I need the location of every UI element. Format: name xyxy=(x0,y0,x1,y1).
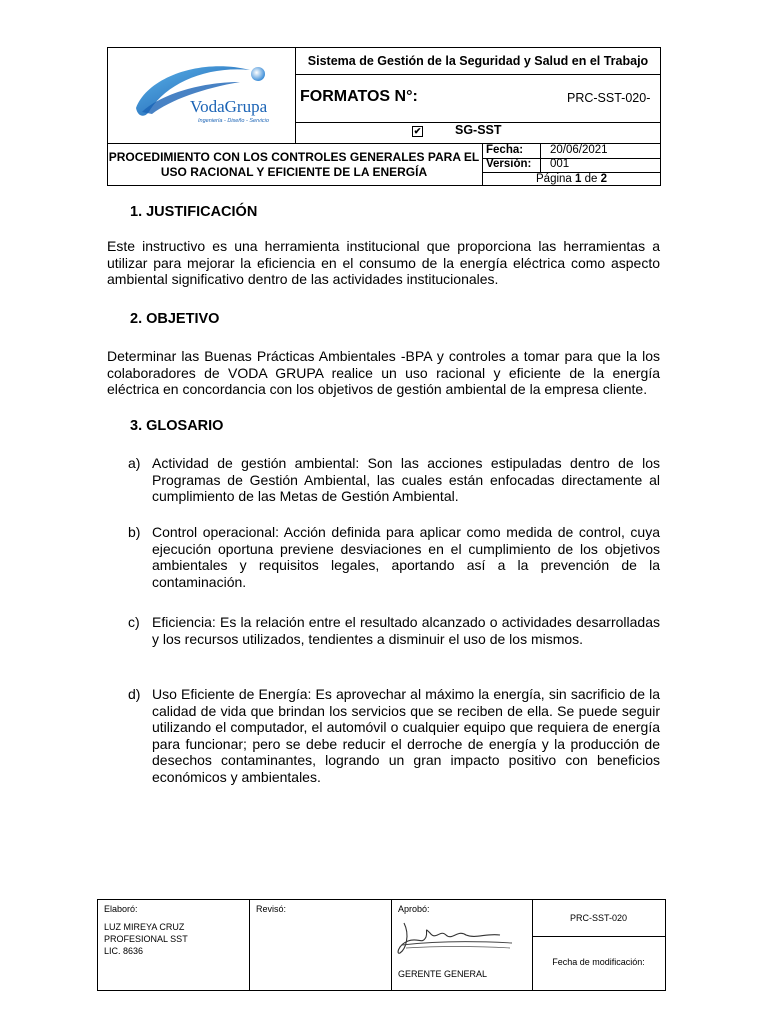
glossary-item-c: Eficiencia: Es la relación entre el resultado alcanzado o actividades desarrolladas y los recursos utilizados, tendientes a disminuir el uso de los mismos. xyxy=(152,614,660,647)
fecha-value: 20/06/2021 xyxy=(550,144,608,156)
section-3-title: 3. GLOSARIO xyxy=(130,418,224,434)
section-2-title: 2. OBJETIVO xyxy=(130,311,220,327)
glossary-item-d: Uso Eficiente de Energía: Es aprovechar al máximo la energía, sin sacrificio de la calidad de vida que brindan los servicios que se reciben de ella. Se puede seguir utilizando el computador, el automóvil o cualquier equipo que requiera de energía para funcionar; pero se debe reducir el derroche de energía y la producción de desechos contaminantes, logrando un gran impacto positivo con beneficios económicos y ambientales. xyxy=(152,686,660,785)
logo-tagline: Ingeniería - Diseño - Servicio xyxy=(198,118,269,124)
sgsst-checkbox[interactable]: ✔ xyxy=(413,126,422,136)
system-title: Sistema de Gestión de la Seguridad y Salud en el Trabajo xyxy=(307,54,649,68)
version-label: Versión: xyxy=(486,158,532,170)
aprobo-role: GERENTE GENERAL xyxy=(398,969,488,979)
glossary-label-b: b) xyxy=(128,524,141,540)
logo-brand-text: VodaGrupa xyxy=(190,97,268,116)
elaboro-label: Elaboró: xyxy=(104,904,138,914)
procedure-title: PROCEDIMIENTO CON LOS CONTROLES GENERALES PARA EL USO RACIONAL Y EFICIENTE DE LA ENERGÍA xyxy=(108,150,480,179)
fecha-label: Fecha: xyxy=(486,144,524,156)
aprobo-label: Aprobó: xyxy=(398,904,430,914)
document-code: PRC-SST-020- xyxy=(567,91,651,105)
footer-document-code: PRC-SST-020 xyxy=(569,913,628,923)
glossary-item-a: Actividad de gestión ambiental: Son las acciones estipuladas dentro de los Programas de Gestión Ambiental, las cuales están enfocadas directamente al cumplimiento de las Metas de Gestión Ambiental. xyxy=(152,455,660,504)
signature-image xyxy=(396,915,516,959)
company-logo xyxy=(108,48,294,142)
glossary-label-c: c) xyxy=(128,614,140,630)
formatos-label: FORMATOS N°: xyxy=(300,88,418,105)
page-indicator: Página 1 de 2 xyxy=(536,173,608,185)
elaboro-license: LIC. 8636 xyxy=(104,946,144,956)
reviso-label: Revisó: xyxy=(256,904,287,914)
elaboro-role: PROFESIONAL SST xyxy=(104,934,188,944)
glossary-label-d: d) xyxy=(128,686,141,702)
section-2-text: Determinar las Buenas Prácticas Ambientales -BPA y controles a tomar para que la los colaboradores de VODA GRUPA realice un uso racional y eficiente de la energía eléctrica en concordancia con los objetivos de gestión ambiental de la empresa cliente. xyxy=(107,348,660,397)
section-1-text: Este instructivo es una herramienta institucional que proporciona las herramientas a utilizar para mejorar la eficiencia en el consumo de la energía eléctrica como aspecto ambiental significativo dentro de las actividades institucionales. xyxy=(107,238,660,287)
section-1-title: 1. JUSTIFICACIÓN xyxy=(130,204,258,220)
sgsst-label: SG-SST xyxy=(455,123,502,137)
glossary-item-b: Control operacional: Acción definida para aplicar como medida de control, cuya ejecución oportuna previene desviaciones en el cumplimiento de los objetivos ambientales y requisitos legales, aportando así a la prevención de la contaminación. xyxy=(152,524,660,590)
version-value: 001 xyxy=(550,158,570,170)
elaboro-name: LUZ MIREYA CRUZ xyxy=(104,922,185,932)
glossary-label-a: a) xyxy=(128,455,141,471)
modification-date-label: Fecha de modificación: xyxy=(552,957,645,967)
